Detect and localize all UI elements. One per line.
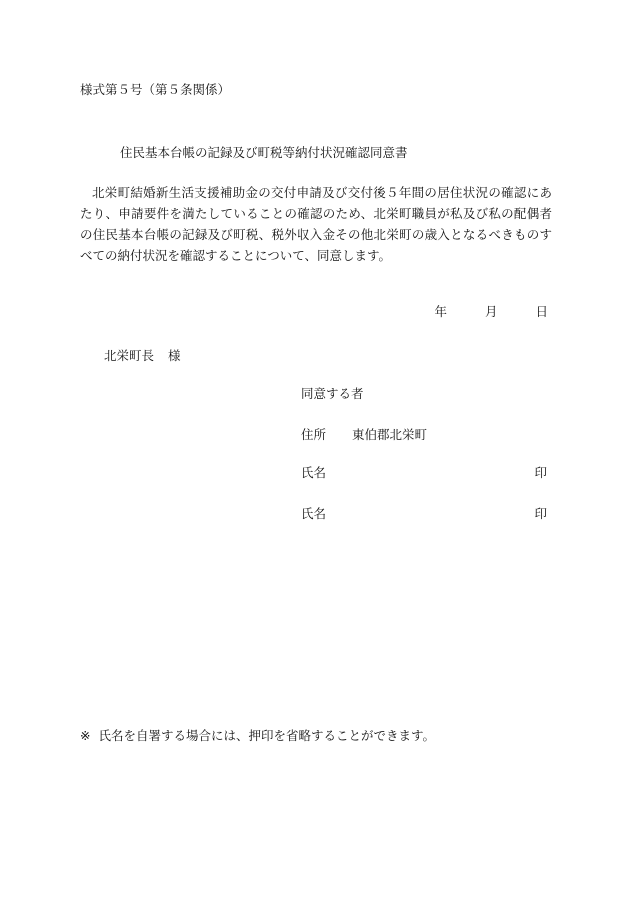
address-row — [301, 425, 427, 443]
address-label: 住所 — [301, 427, 327, 442]
date-day-label: 日 — [535, 304, 548, 319]
footnote-text: 氏名を自署する場合には、押印を省略することができます。 — [98, 728, 435, 743]
name-label-2: 氏名 — [301, 506, 327, 521]
date-line — [434, 302, 548, 320]
footnote-mark: ※ — [80, 728, 91, 743]
addressee-name: 北栄町長 — [104, 348, 155, 363]
name-row-1 — [301, 463, 547, 481]
form-number-label: 様式第５号（第５条関係） — [80, 82, 231, 97]
name-row-2 — [301, 504, 547, 522]
date-month-label: 月 — [484, 304, 498, 319]
seal-mark-1: 印 — [534, 465, 547, 480]
addressee-honorific: 様 — [168, 348, 181, 363]
consenter-heading: 同意する者 — [301, 386, 364, 401]
address-value: 東伯郡北栄町 — [352, 427, 428, 442]
seal-mark-2: 印 — [534, 506, 547, 521]
name-label-1: 氏名 — [301, 465, 327, 480]
date-year-label: 年 — [434, 304, 447, 319]
document-title: 住民基本台帳の記録及び町税等納付状況確認同意書 — [120, 145, 408, 160]
addressee — [104, 346, 181, 364]
footnote — [80, 726, 435, 744]
consent-statement: 北栄町結婚新生活支援補助金の交付申請及び交付後５年間の居住状況の確認にあたり、申請要件を満たしていることの確認のため、北栄町職員が私及び私の配偶者の住民基本台帳の記録及び町税、税外収入金その他北栄町の歳入となるべきものすべての納付状況を確認することについて、同意します。 — [80, 185, 552, 263]
